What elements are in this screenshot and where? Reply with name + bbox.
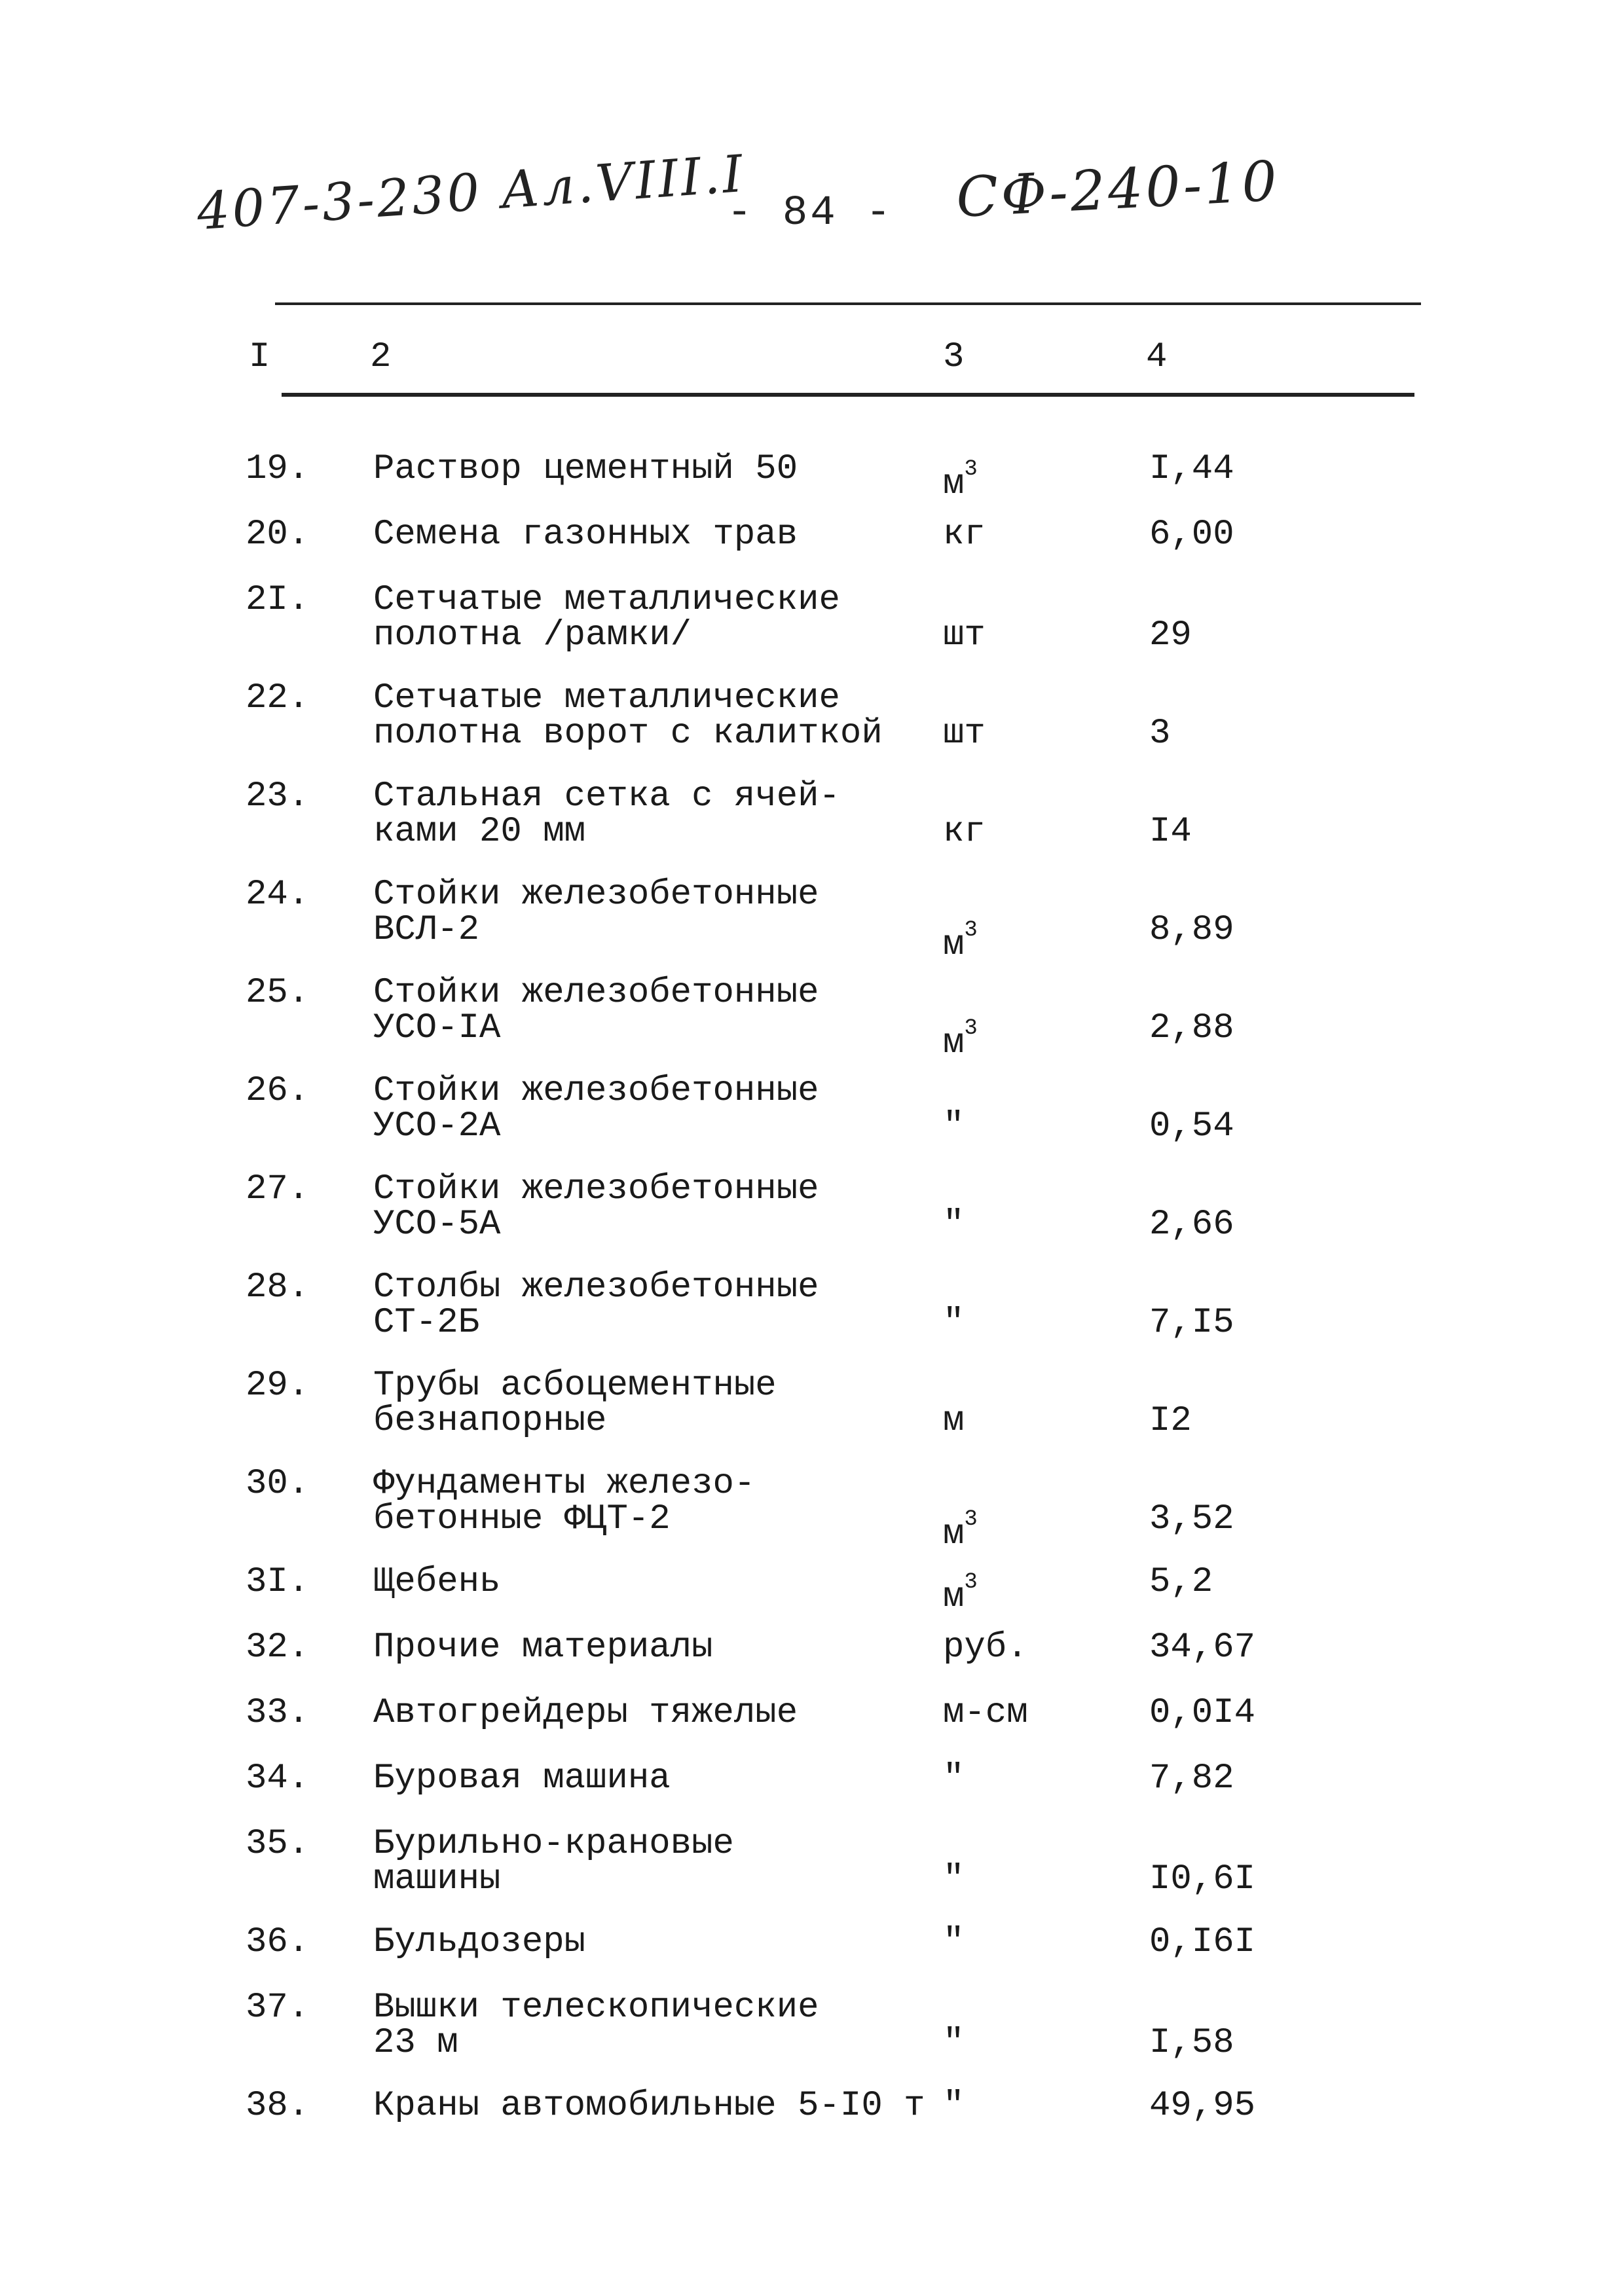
row-unit: м <box>943 1401 965 1441</box>
row-number: 20. <box>246 515 310 555</box>
unit-exponent: 3 <box>964 1570 978 1595</box>
row-name: Буровая машина <box>373 1758 671 1798</box>
row-number: 28. <box>246 1267 310 1307</box>
unit-exponent: 3 <box>964 1507 978 1532</box>
row-number: 24. <box>246 875 310 915</box>
document-code: 407-3-230 Ал.VIII.I <box>194 144 747 242</box>
row-quantity: 34,67 <box>1149 1628 1256 1667</box>
row-unit: шт <box>943 714 986 754</box>
row-unit: " <box>943 1106 965 1146</box>
row-name: Автогрейдеры тяжелые <box>373 1693 798 1733</box>
row-name: Трубы асбоцементные безнапорные <box>373 1366 777 1441</box>
row-quantity: I,44 <box>1149 449 1234 489</box>
row-number: 23. <box>246 776 310 816</box>
unit-exponent: 3 <box>964 1016 978 1041</box>
unit-exponent: 3 <box>964 457 978 482</box>
row-name: Прочие материалы <box>373 1628 713 1667</box>
row-name: Вышки телескопические 23 м <box>373 1988 819 2063</box>
row-name: Сетчатые металлические полотна /рамки/ <box>373 580 840 655</box>
row-unit: $м^3$ <box>943 1507 978 1554</box>
row-unit: шт <box>943 615 986 655</box>
page-number: - 84 - <box>727 190 894 237</box>
row-quantity: 7,82 <box>1149 1758 1234 1798</box>
row-name: Стальная сетка с ячей- ками 20 мм <box>373 776 840 852</box>
row-number: 29. <box>246 1366 310 1406</box>
row-unit: $м^3$ <box>943 457 978 504</box>
table-header-rule <box>282 393 1414 397</box>
sheet-code: СФ-240-10 <box>954 149 1282 230</box>
table-top-rule <box>275 302 1421 305</box>
row-unit: " <box>943 1859 965 1899</box>
row-quantity: I0,6I <box>1149 1859 1256 1899</box>
row-name: Бурильно-крановые машины <box>373 1824 734 1899</box>
row-quantity: I4 <box>1149 812 1192 852</box>
column-header-qty: 4 <box>1146 337 1168 377</box>
unit-exponent: 3 <box>964 918 978 943</box>
row-name: Стойки железобетонные УСО-2А <box>373 1071 819 1146</box>
row-unit: кг <box>943 812 986 852</box>
row-quantity: I,58 <box>1149 2023 1234 2063</box>
column-header-unit: 3 <box>943 337 965 377</box>
row-quantity: 3 <box>1149 714 1171 754</box>
row-quantity: 5,2 <box>1149 1562 1213 1602</box>
row-number: 34. <box>246 1758 310 1798</box>
row-name: Семена газонных трав <box>373 515 798 555</box>
row-unit: м-см <box>943 1693 1028 1733</box>
row-number: 38. <box>246 2086 310 2126</box>
row-name: Стойки железобетонные ВСЛ-2 <box>373 875 819 950</box>
row-quantity: 0,I6I <box>1149 1922 1256 1962</box>
row-number: 26. <box>246 1071 310 1111</box>
row-name: Щебень <box>373 1562 501 1602</box>
row-unit: " <box>943 1205 965 1245</box>
row-unit: руб. <box>943 1628 1028 1667</box>
row-quantity: 7,I5 <box>1149 1303 1234 1343</box>
row-number: 19. <box>246 449 310 489</box>
row-number: 37. <box>246 1988 310 2028</box>
row-unit: кг <box>943 515 986 555</box>
row-number: 25. <box>246 973 310 1013</box>
row-unit: $м^3$ <box>943 1016 978 1063</box>
row-name: Фундаменты железо- бетонные ФЦТ-2 <box>373 1464 756 1539</box>
row-number: 32. <box>246 1628 310 1667</box>
row-quantity: 3,52 <box>1149 1499 1234 1539</box>
row-name: Сетчатые металлические полотна ворот с калиткой <box>373 678 883 754</box>
row-name: Стойки железобетонные УСО-IА <box>373 973 819 1048</box>
row-unit: " <box>943 2023 965 2063</box>
row-quantity: 8,89 <box>1149 910 1234 950</box>
column-header-name: 2 <box>370 337 392 377</box>
row-quantity: 0,54 <box>1149 1106 1234 1146</box>
row-quantity: 49,95 <box>1149 2086 1256 2126</box>
row-unit: " <box>943 1922 965 1962</box>
row-quantity: 6,00 <box>1149 515 1234 555</box>
column-header-num: I <box>249 337 270 377</box>
row-name: Стойки железобетонные УСО-5А <box>373 1169 819 1245</box>
row-unit: $м^3$ <box>943 1570 978 1617</box>
row-quantity: I2 <box>1149 1401 1192 1441</box>
row-quantity: 2,88 <box>1149 1008 1234 1048</box>
row-unit: " <box>943 2086 965 2126</box>
row-name: Столбы железобетонные СТ-2Б <box>373 1267 819 1343</box>
row-unit: " <box>943 1758 965 1798</box>
row-number: 22. <box>246 678 310 718</box>
row-number: 3I. <box>246 1562 310 1602</box>
row-quantity: 2,66 <box>1149 1205 1234 1245</box>
row-number: 35. <box>246 1824 310 1864</box>
row-number: 2I. <box>246 580 310 620</box>
row-number: 36. <box>246 1922 310 1962</box>
row-name: Раствор цементный 50 <box>373 449 798 489</box>
row-quantity: 0,0I4 <box>1149 1693 1256 1733</box>
row-quantity: 29 <box>1149 615 1192 655</box>
row-number: 33. <box>246 1693 310 1733</box>
row-number: 30. <box>246 1464 310 1504</box>
row-number: 27. <box>246 1169 310 1209</box>
row-unit: " <box>943 1303 965 1343</box>
row-name: Краны автомобильные 5-I0 т <box>373 2086 925 2126</box>
row-unit: $м^3$ <box>943 918 978 965</box>
row-name: Бульдозеры <box>373 1922 586 1962</box>
